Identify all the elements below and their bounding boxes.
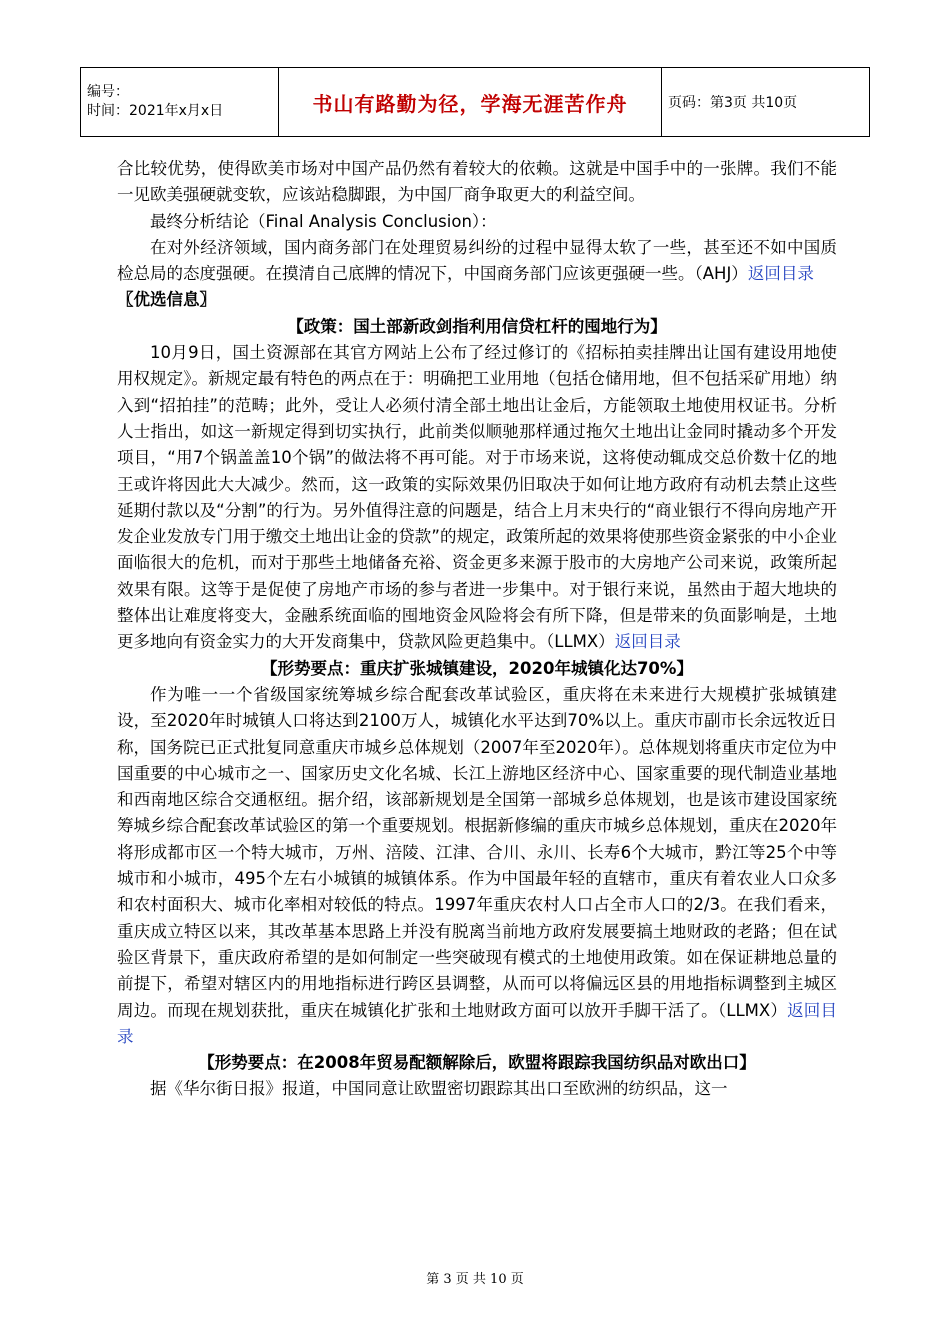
article-heading: 【政策：国土部新政剑指利用信贷杠杆的囤地行为】	[287, 316, 667, 336]
paragraph	[117, 235, 837, 288]
page-footer: 第 3 页 共 10 页	[426, 1272, 524, 1287]
article-heading: 【形势要点：重庆扩张城镇建设，2020年城镇化达70%】	[261, 658, 693, 678]
document-number: 编号：	[87, 84, 129, 100]
paragraph	[117, 682, 837, 1050]
paragraph-text: 10月9日，国土资源部在其官方网站上公布了经过修订的《招标拍卖挂牌出让国有建设用地使用权规定》。新规定最有特色的两点在于：明确把工业用地（包括仓储用地，但不包括采矿用地）纳入到“招拍挂”的范畴；此外，受让人必须付清全部土地出让金后，方能领取土地使用权证书。分析人士指出，如这一新规定得到切实执行，此前类似顺驰那样通过拖欠土地出让金同时撬动多个开发项目，“用7个锅盖盖10个锅”的做法将不再可能。对于市场来说，这将使动辄成交总价数十亿的地王或许将因此大大减少。然而，这一政策的实际效果仍旧取决于如何让地方政府有动机去禁止这些延期付款以及“分割”的行为。另外值得注意的问题是，结合上月末央行的“商业银行不得向房地产开发企业发放专门用于缴交土地出让金的贷款”的规定，政策所起的效果将使那些资金紧张的中小企业面临很大的危机，而对于那些土地储备充裕、资金更多来源于股市的大房地产公司来说，政策所起效果有限。这等于是促使了房地产市场的参与者进一步集中。对于银行来说，虽然由于超大地块的整体出让难度将变大，金融系统面临的囤地资金风险将会有所下降，但是带来的负面影响是，土地更多地向有资金实力的大开发商集中，贷款风险更趋集中。（LLMX）	[117, 343, 837, 652]
document-body	[117, 156, 837, 1103]
back-to-toc-link[interactable]: 返回目录	[614, 632, 681, 652]
header-meta	[81, 68, 279, 137]
page-header	[80, 67, 870, 137]
header-page-info: 页码：第3页 共10页	[662, 68, 870, 137]
document-date: 时间：2021年x月x日	[87, 103, 224, 119]
section-tag: 〖优选信息〗	[117, 290, 216, 310]
paragraph-text: 在对外经济领域，国内商务部门在处理贸易纠纷的过程中显得太软了一些，甚至还不如中国质检总局的态度强硬。在摸清自己底牌的情况下，中国商务部门应该更强硬一些。（AHJ）	[117, 237, 837, 284]
paragraph: 据《华尔街日报》报道，中国同意让欧盟密切跟踪其出口至欧洲的纺织品，这一	[150, 1079, 728, 1099]
paragraph	[117, 340, 837, 656]
header-motto: 书山有路勤为径，学海无涯苦作舟	[279, 68, 662, 137]
article-heading: 【形势要点：在2008年贸易配额解除后，欧盟将跟踪我国纺织品对欧出口】	[198, 1053, 756, 1073]
back-to-toc-link[interactable]: 返回目录	[747, 264, 814, 284]
conclusion-heading: 最终分析结论（Final Analysis Conclusion）：	[150, 211, 497, 231]
paragraph: 合比较优势，使得欧美市场对中国产品仍然有着较大的依赖。这就是中国手中的一张牌。我们不能一见欧美强硬就变软，应该站稳脚跟，为中国厂商争取更大的利益空间。	[117, 159, 837, 205]
paragraph-text: 作为唯一一个省级国家统筹城乡综合配套改革试验区，重庆将在未来进行大规模扩张城镇建设，至2020年时城镇人口将达到2100万人，城镇化水平达到70%以上。重庆市副市长余远牧近日称，国务院已正式批复同意重庆市城乡总体规划（2007年至2020年）。总体规划将重庆市定位为中国重要的中心城市之一、国家历史文化名城、长江上游地区经济中心、国家重要的现代制造业基地和西南地区综合交通枢纽。据介绍，该部新规划是全国第一部城乡总体规划，也是该市建设国家统筹城乡综合配套改革试验区的第一个重要规划。根据新修编的重庆市城乡总体规划，重庆在2020年将形成都市区一个特大城市，万州、涪陵、江津、合川、永川、长寿6个大城市，黔江等25个中等城市和小城市，495个左右小城镇的城镇体系。作为中国最年轻的直辖市，重庆有着农业人口众多和农村面积大、城市化率相对较低的特点。1997年重庆农村人口占全市人口的2/3。在我们看来，重庆成立特区以来，其改革基本思路上并没有脱离当前地方政府发展要搞土地财政的老路；但在试验区背景下，重庆政府希望的是如何制定一些突破现有模式的土地使用政策。如在保证耕地总量的前提下，希望对辖区内的用地指标进行跨区县调整，从而可以将偏远区县的用地指标调整到主城区周边。而现在规划获批，重庆在城镇化扩张和土地财政方面可以放开手脚干活了。（LLMX）	[117, 684, 837, 1020]
back-to-toc-link[interactable]: 返回目录	[117, 1000, 837, 1046]
